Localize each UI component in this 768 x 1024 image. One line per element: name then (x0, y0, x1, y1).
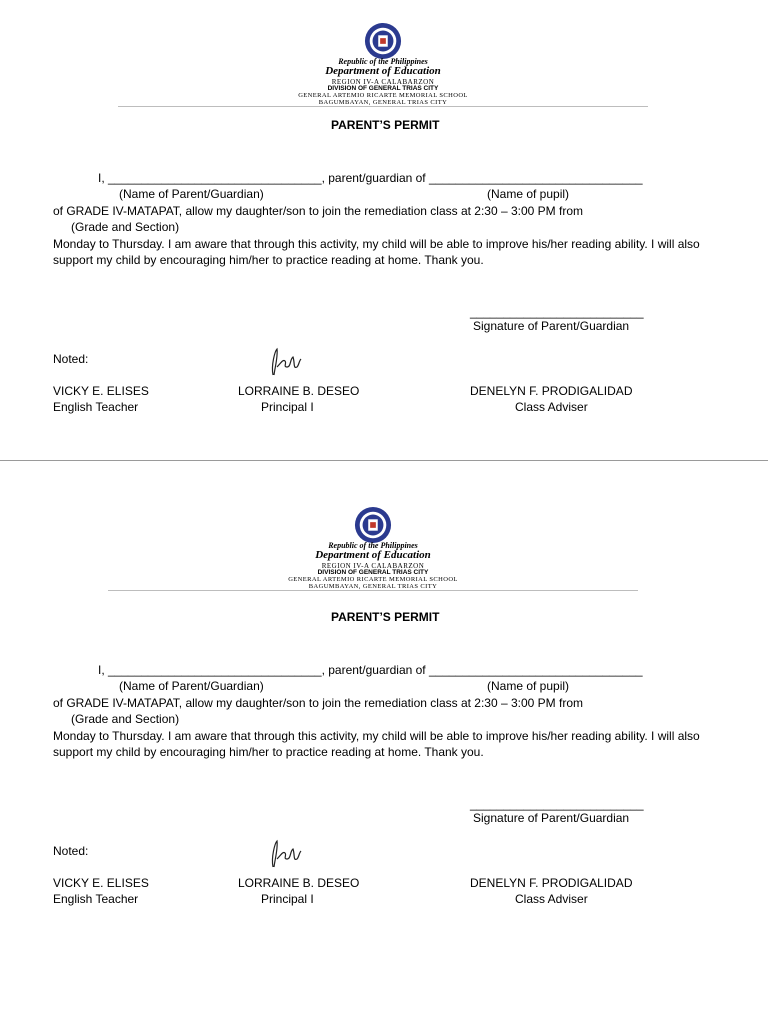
deped-seal-icon (364, 22, 402, 60)
label-parent-name: (Name of Parent/Guardian) (119, 679, 264, 693)
label-pupil-name: (Name of pupil) (487, 187, 570, 201)
signature-line: __________________________ (470, 305, 644, 319)
letterhead-divider (118, 106, 648, 107)
letterhead-department: Department of Education (325, 65, 441, 77)
signatory-name: DENELYN F. PRODIGALIDAD (470, 384, 633, 398)
grade-line: of GRADE IV-MATAPAT, allow my daughter/son to join the remediation class at 2:30 – 3:00 PM from (53, 696, 584, 710)
letterhead-department: Department of Education (315, 549, 431, 561)
signatory-name: VICKY E. ELISES (53, 876, 149, 890)
permit-top (0, 0, 768, 460)
signatory-role: Principal I (261, 892, 314, 906)
noted-label: Noted: (53, 352, 89, 366)
signature-scribble-icon (265, 345, 305, 379)
letterhead-school: GENERAL ARTEMIO RICARTE MEMORIAL SCHOOL (298, 92, 468, 99)
letterhead-school: GENERAL ARTEMIO RICARTE MEMORIAL SCHOOL (288, 576, 458, 583)
permit-paragraph: Monday to Thursday. I am aware that through this activity, my child will be able to improve his/her reading ability. I will also support my child by encouraging him/her to practice reading at home. Thank you. (53, 237, 700, 267)
letterhead-divider (108, 590, 638, 591)
letterhead-address: BAGUMBAYAN, GENERAL TRIAS CITY (318, 99, 448, 106)
noted-label: Noted: (53, 844, 89, 858)
letterhead (118, 18, 648, 106)
label-pupil-name: (Name of pupil) (487, 679, 570, 693)
parent-name-line: I, ________________________________, parent/guardian of ________________________________ (98, 663, 643, 677)
permit-title: PARENT’S PERMIT (331, 610, 440, 624)
label-grade-section: (Grade and Section) (71, 712, 180, 726)
letterhead-region: REGION IV-A CALABARZON (331, 78, 435, 86)
signatory-name: DENELYN F. PRODIGALIDAD (470, 876, 633, 890)
letterhead-region: REGION IV-A CALABARZON (321, 562, 425, 570)
letterhead-republic: Republic of the Philippines (328, 541, 418, 550)
signatory-role: Principal I (261, 400, 314, 414)
letterhead-division: DIVISION OF GENERAL TRIAS CITY (317, 569, 429, 576)
signature-label: Signature of Parent/Guardian (473, 811, 630, 825)
letterhead (108, 502, 638, 590)
permit-paragraph: Monday to Thursday. I am aware that through this activity, my child will be able to improve his/her reading ability. I will also support my child by encouraging him/her to practice reading at home. Thank you. (53, 729, 700, 759)
signatory-name: LORRAINE B. DESEO (238, 876, 360, 890)
signatory-role: Class Adviser (515, 400, 588, 414)
deped-seal-icon (354, 506, 392, 544)
signatory-name: VICKY E. ELISES (53, 384, 149, 398)
signatory-role: English Teacher (53, 400, 139, 414)
signatory-role: English Teacher (53, 892, 139, 906)
permit-bottom (0, 492, 768, 952)
label-parent-name: (Name of Parent/Guardian) (119, 187, 264, 201)
signature-label: Signature of Parent/Guardian (473, 319, 630, 333)
signature-line: __________________________ (470, 797, 644, 811)
signature-scribble-icon (265, 837, 305, 871)
permit-title: PARENT’S PERMIT (331, 118, 440, 132)
signatory-role: Class Adviser (515, 892, 588, 906)
label-grade-section: (Grade and Section) (71, 220, 180, 234)
letterhead-republic: Republic of the Philippines (338, 57, 428, 66)
parent-name-line: I, ________________________________, parent/guardian of ________________________________ (98, 171, 643, 185)
letterhead-division: DIVISION OF GENERAL TRIAS CITY (327, 85, 439, 92)
grade-line: of GRADE IV-MATAPAT, allow my daughter/son to join the remediation class at 2:30 – 3:00 PM from (53, 204, 584, 218)
letterhead-address: BAGUMBAYAN, GENERAL TRIAS CITY (308, 583, 438, 590)
cut-line-divider (0, 460, 768, 461)
signatory-name: LORRAINE B. DESEO (238, 384, 360, 398)
